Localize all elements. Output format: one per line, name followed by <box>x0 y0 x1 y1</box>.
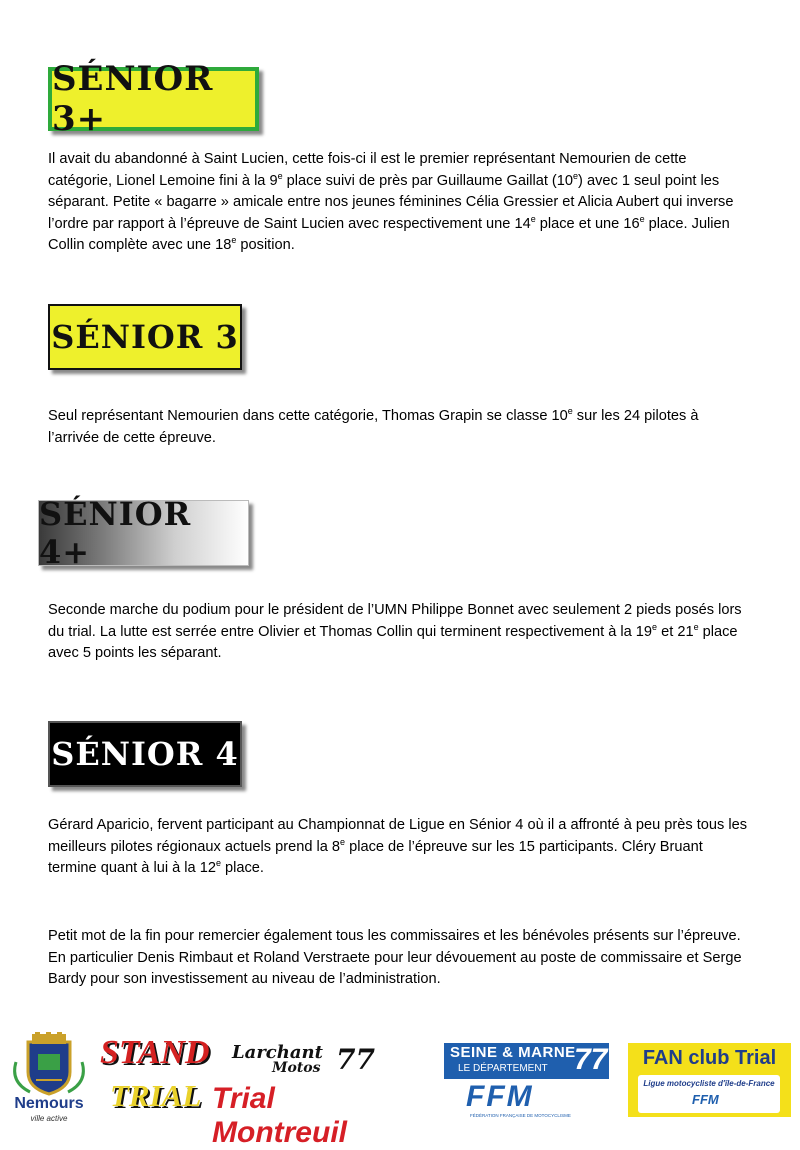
ffm-tagline: FÉDÉRATION FRANÇAISE DE MOTOCYCLISME <box>470 1113 571 1118</box>
fan-club-title: FAN club Trial <box>642 1047 777 1069</box>
trial-montreuil-text: Trial Montreuil <box>212 1082 347 1149</box>
stand-trial-logo <box>98 1034 210 1120</box>
ordinal-superscript: e <box>639 213 645 224</box>
seine-et-marne-title: SEINE & MARNE <box>450 1044 576 1061</box>
paragraph-text-run: place avec 5 points les séparant. <box>48 623 738 661</box>
larchant-motos-logo <box>232 1042 382 1079</box>
paragraph-text-run: place. <box>220 860 264 876</box>
paragraph-senior-3 <box>48 406 753 449</box>
fan-club-subtitle: Ligue motocycliste d'île-de-France <box>643 1079 775 1088</box>
section-title-senior-3-plus: SÉNIOR 3+ <box>48 67 259 131</box>
seine-et-marne-banner <box>444 1043 609 1079</box>
ordinal-superscript: e <box>215 858 221 868</box>
paragraph-text-run: et 21 <box>657 623 694 640</box>
nemours-logo <box>8 1032 90 1124</box>
paragraph-text-run: ) avec 1 seul point les séparant. Petite « bagarre » amicale entre nos jeunes féminines Célia Gressier et Alicia Aubert qui inverse l’ordre par rapport à l’épreuve de Saint Lucien avec respectivement une 14 <box>48 172 734 232</box>
seine-et-marne-subtitle: LE DÉPARTEMENT <box>458 1063 548 1074</box>
section-title-senior-3: SÉNIOR 3 <box>48 304 242 370</box>
paragraph-senior-4 <box>48 815 753 880</box>
fan-club-trial-logo <box>628 1043 791 1117</box>
ordinal-superscript: e <box>340 836 346 847</box>
paragraph-text-run: place et une 16 <box>535 215 640 232</box>
fan-club-inner-panel <box>638 1075 780 1113</box>
closing-paragraph: Petit mot de la fin pour remercier également tous les commissaires et les bénévoles présents sur l’épreuve. En particulier Denis Rimbaut et Roland Verstraete pour leur dévouement au poste de commissaire et Serge Bardy pour son investissement au niveau de l’administration. <box>48 928 742 987</box>
section-title-senior-4: SÉNIOR 4 <box>48 721 242 787</box>
ordinal-superscript: e <box>567 406 573 416</box>
paragraph-text-run: position. <box>236 237 295 253</box>
nemours-crest-icon <box>8 1032 90 1096</box>
paragraph-senior-3-plus <box>48 149 753 257</box>
ordinal-superscript: e <box>530 213 536 224</box>
paragraph-senior-4-plus <box>48 600 753 665</box>
ffm-logo-text: FFM <box>466 1080 534 1113</box>
motos-text: Motos <box>272 1060 321 1076</box>
seine-et-marne-logo <box>444 1043 616 1121</box>
ordinal-superscript: e <box>693 621 699 632</box>
nemours-tagline: ville active <box>30 1114 68 1123</box>
nemours-name: Nemours <box>14 1095 84 1112</box>
seine-et-marne-number: 77 <box>574 1043 608 1076</box>
paragraph-text-run: sur les 24 pilotes à l’arrivée de cette épreuve. <box>48 408 699 446</box>
paragraph-text-run: place. Julien Collin complète avec une 18 <box>48 215 730 253</box>
larchant-text: Larchant <box>232 1042 323 1063</box>
ordinal-superscript: e <box>277 170 283 181</box>
trial-montreuil-logo <box>212 1082 414 1149</box>
larchant-number: 77 <box>336 1043 375 1076</box>
trial-text: TRIAL <box>110 1078 202 1113</box>
paragraph-text-run: Seul représentant Nemourien dans cette catégorie, Thomas Grapin se classe 10 <box>48 408 568 424</box>
paragraph-text-run: Il avait du abandonné à Saint Lucien, cette fois-ci il est le premier représentant Nemourien de cette catégorie, Lionel Lemoine fini à la 9 <box>48 151 687 189</box>
paragraph-text-run: place suivi de près par Guillaume Gaillat (10 <box>282 172 574 189</box>
ordinal-superscript: e <box>573 170 579 181</box>
ordinal-superscript: e <box>652 621 658 632</box>
ordinal-superscript: e <box>231 235 237 245</box>
fan-club-ffm-badge: FFM <box>692 1092 719 1107</box>
paragraph-text-run: Gérard Aparicio, fervent participant au Championnat de Ligue en Sénior 4 où il a affronté à peu près tous les meilleurs pilotes régionaux actuels prend la 8 <box>48 817 748 855</box>
paragraph-text-run: place de l’épreuve sur les 15 participants. Cléry Bruant termine quant à lui à la 12 <box>48 838 703 876</box>
stand-text: STAND <box>100 1034 210 1071</box>
section-title-senior-4-plus: SÉNIOR 4+ <box>38 500 249 566</box>
paragraph-text-run: Seconde marche du podium pour le président de l’UMN Philippe Bonnet avec seulement 2 pieds posés lors du trial. La lutte est serrée entre Olivier et Thomas Collin qui terminent respectivement à la 19 <box>48 602 742 640</box>
